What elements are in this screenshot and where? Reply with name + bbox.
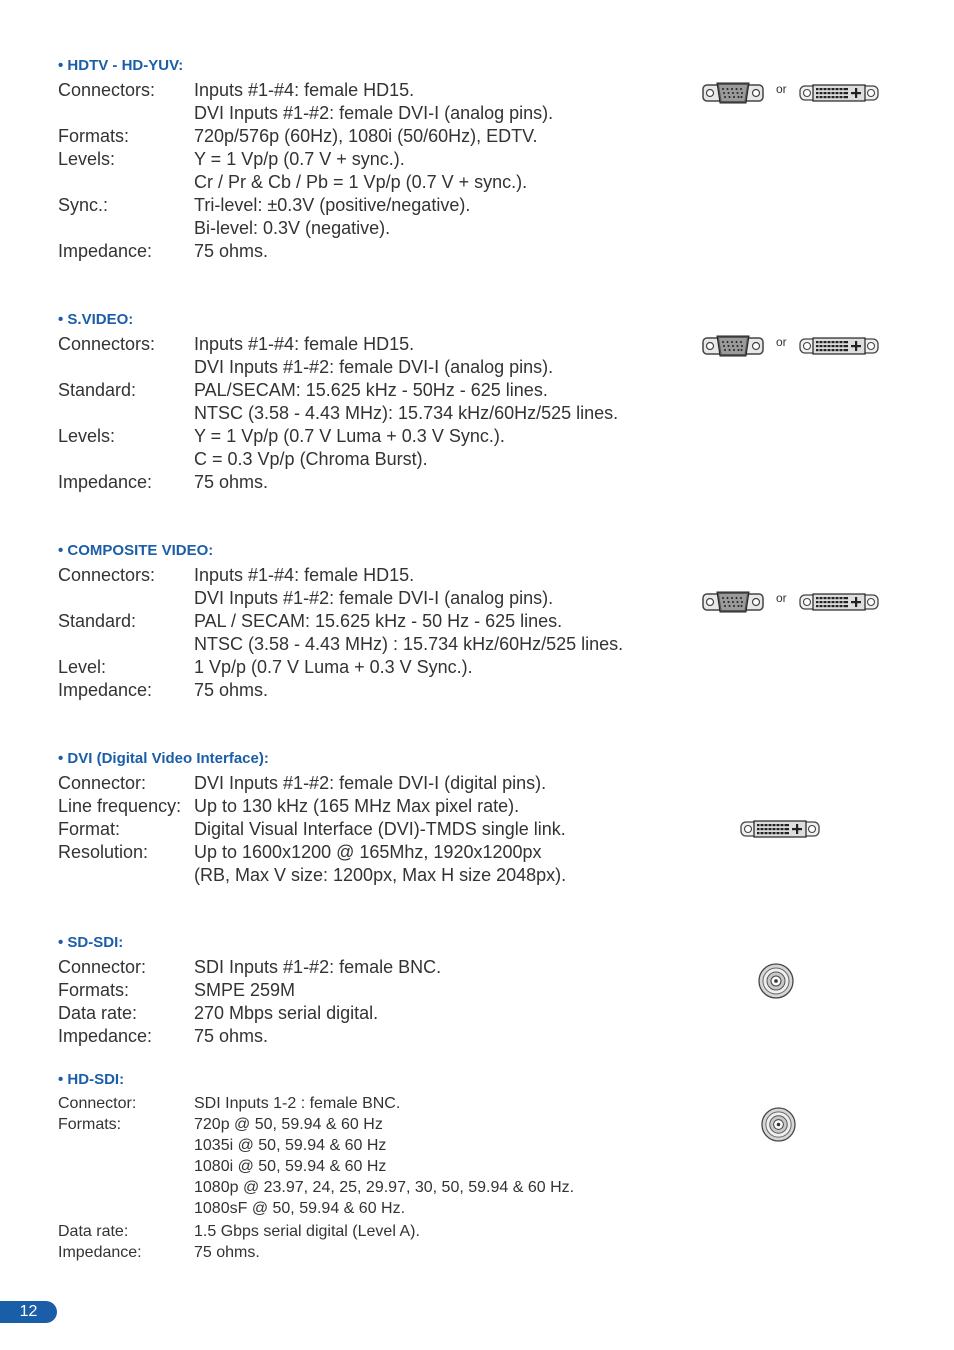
spec-row [58, 1242, 698, 1263]
spec-row [58, 425, 698, 471]
or-label: or [776, 82, 787, 96]
spec-label: Sync.: [58, 195, 109, 215]
spec-label: Connector: [58, 773, 147, 793]
spec-value: SMPE 259M [194, 980, 296, 1000]
spec-label: Connectors: [58, 565, 156, 585]
spec-row [58, 333, 698, 379]
spec-row [58, 1093, 698, 1114]
spec-value: SDI Inputs 1-2 : female BNC. [194, 1095, 401, 1112]
spec-row [58, 1221, 698, 1242]
spec-value: Bi-level: 0.3V (negative). [194, 218, 391, 238]
spec-row [58, 1025, 698, 1048]
spec-value: 75 ohms. [194, 241, 269, 261]
dvi-connector-icon [799, 592, 879, 612]
spec-row [58, 956, 698, 979]
spec-value: Y = 1 Vp/p (0.7 V Luma + 0.3 V Sync.). [194, 426, 505, 446]
spec-value: Y = 1 Vp/p (0.7 V + sync.). [194, 149, 405, 169]
spec-label: Level: [58, 657, 107, 677]
spec-value: PAL/SECAM: 15.625 kHz - 50Hz - 625 lines. [194, 380, 548, 400]
section-hd-sdi [58, 1071, 698, 1263]
spec-value: 75 ohms. [194, 1244, 260, 1261]
spec-value: 1.5 Gbps serial digital (Level A). [194, 1223, 420, 1240]
spec-label: Impedance: [58, 241, 153, 261]
dvi-connector-icon [740, 819, 820, 839]
bnc-connector-icon [761, 1107, 796, 1142]
spec-row [58, 610, 698, 656]
spec-value: 270 Mbps serial digital. [194, 1003, 379, 1023]
spec-label: Data rate: [58, 1223, 129, 1240]
page-number: 12 [0, 1301, 57, 1323]
spec-value: Tri-level: ±0.3V (positive/negative). [194, 195, 471, 215]
spec-value: 1080p @ 23.97, 24, 25, 29.97, 30, 50, 59.94 & 60 Hz. [194, 1179, 575, 1196]
spec-row [58, 795, 698, 818]
spec-label: Impedance: [58, 472, 153, 492]
section-svideo [58, 311, 698, 494]
dvi-connector-icon [799, 336, 879, 356]
section-hdtv [58, 57, 698, 263]
spec-label: Format: [58, 819, 121, 839]
section-sd-sdi [58, 934, 698, 1048]
spec-label: Connector: [58, 957, 147, 977]
section-dvi [58, 750, 698, 887]
spec-label: Standard: [58, 611, 137, 631]
spec-label: Connectors: [58, 80, 156, 100]
spec-value: DVI Inputs #1-#2: female DVI-I (analog pins). [194, 588, 554, 608]
spec-value: Up to 1600x1200 @ 165Mhz, 1920x1200px [194, 842, 542, 862]
spec-row [58, 240, 698, 263]
spec-label: Impedance: [58, 680, 153, 700]
spec-row [58, 841, 698, 887]
spec-label: Impedance: [58, 1244, 142, 1261]
spec-row [58, 564, 698, 610]
or-label: or [776, 335, 787, 349]
spec-value: 720p @ 50, 59.94 & 60 Hz [194, 1116, 383, 1133]
spec-value: Inputs #1-#4: female HD15. [194, 565, 415, 585]
spec-value: 720p/576p (60Hz), 1080i (50/60Hz), EDTV. [194, 126, 538, 146]
section-heading: • DVI (Digital Video Interface): [58, 750, 269, 767]
svideo-connectors [702, 334, 879, 358]
section-composite [58, 542, 698, 702]
hd15-connector-icon [702, 81, 764, 105]
spec-row [58, 656, 698, 679]
spec-row [58, 1114, 698, 1221]
spec-row [58, 471, 698, 494]
spec-row [58, 979, 698, 1002]
spec-row [58, 79, 698, 125]
spec-value: 75 ohms. [194, 472, 269, 492]
spec-label: Levels: [58, 149, 116, 169]
spec-value: Inputs #1-#4: female HD15. [194, 80, 415, 100]
spec-value: 75 ohms. [194, 680, 269, 700]
spec-row [58, 1002, 698, 1025]
spec-row [58, 679, 698, 702]
section-heading: • HD-SDI: [58, 1071, 125, 1088]
spec-value: DVI Inputs #1-#2: female DVI-I (analog pins). [194, 357, 554, 377]
spec-value: (RB, Max V size: 1200px, Max H size 2048px). [194, 865, 567, 885]
dvi-connector-icon [799, 83, 879, 103]
hdtv-connectors [702, 81, 879, 105]
spec-label: Formats: [58, 980, 130, 1000]
spec-value: Digital Visual Interface (DVI)-TMDS single link. [194, 819, 566, 839]
spec-label: Formats: [58, 126, 130, 146]
spec-value: Up to 130 kHz (165 MHz Max pixel rate). [194, 796, 520, 816]
hd15-connector-icon [702, 334, 764, 358]
spec-value: C = 0.3 Vp/p (Chroma Burst). [194, 449, 428, 469]
spec-label: Data rate: [58, 1003, 138, 1023]
bnc-connector-icon [758, 963, 794, 999]
spec-row [58, 818, 698, 841]
section-heading: • SD-SDI: [58, 934, 124, 951]
spec-label: Connectors: [58, 334, 156, 354]
sd-sdi-connectors [758, 963, 794, 999]
section-heading: • HDTV - HD-YUV: [58, 57, 184, 74]
spec-row [58, 148, 698, 194]
or-label: or [776, 591, 787, 605]
spec-label: Levels: [58, 426, 116, 446]
spec-label: Connector: [58, 1095, 137, 1112]
spec-value: NTSC (3.58 - 4.43 MHz) : 15.734 kHz/60Hz/525 lines. [194, 634, 624, 654]
spec-value: 1080sF @ 50, 59.94 & 60 Hz. [194, 1200, 406, 1217]
dvi-connectors [740, 819, 820, 839]
spec-value: 1080i @ 50, 59.94 & 60 Hz [194, 1158, 387, 1175]
hd15-connector-icon [702, 590, 764, 614]
hd-sdi-connectors [761, 1107, 796, 1142]
spec-value: PAL / SECAM: 15.625 kHz - 50 Hz - 625 lines. [194, 611, 563, 631]
spec-value: 1 Vp/p (0.7 V Luma + 0.3 V Sync.). [194, 657, 473, 677]
spec-value: NTSC (3.58 - 4.43 MHz): 15.734 kHz/60Hz/525 lines. [194, 403, 619, 423]
spec-label: Resolution: [58, 842, 149, 862]
spec-value: Cr / Pr & Cb / Pb = 1 Vp/p (0.7 V + sync.). [194, 172, 528, 192]
spec-value: DVI Inputs #1-#2: female DVI-I (digital pins). [194, 773, 547, 793]
spec-value: Inputs #1-#4: female HD15. [194, 334, 415, 354]
spec-label: Impedance: [58, 1026, 153, 1046]
spec-value: DVI Inputs #1-#2: female DVI-I (analog pins). [194, 103, 554, 123]
spec-label: Standard: [58, 380, 137, 400]
section-heading: • COMPOSITE VIDEO: [58, 542, 214, 559]
spec-row [58, 194, 698, 240]
spec-row [58, 125, 698, 148]
spec-value: 1035i @ 50, 59.94 & 60 Hz [194, 1137, 387, 1154]
section-heading: • S.VIDEO: [58, 311, 134, 328]
spec-value: 75 ohms. [194, 1026, 269, 1046]
spec-value: SDI Inputs #1-#2: female BNC. [194, 957, 442, 977]
spec-row [58, 379, 698, 425]
spec-label: Formats: [58, 1116, 122, 1133]
composite-connectors [702, 590, 879, 614]
spec-label: Line frequency: [58, 796, 182, 816]
spec-row [58, 772, 698, 795]
